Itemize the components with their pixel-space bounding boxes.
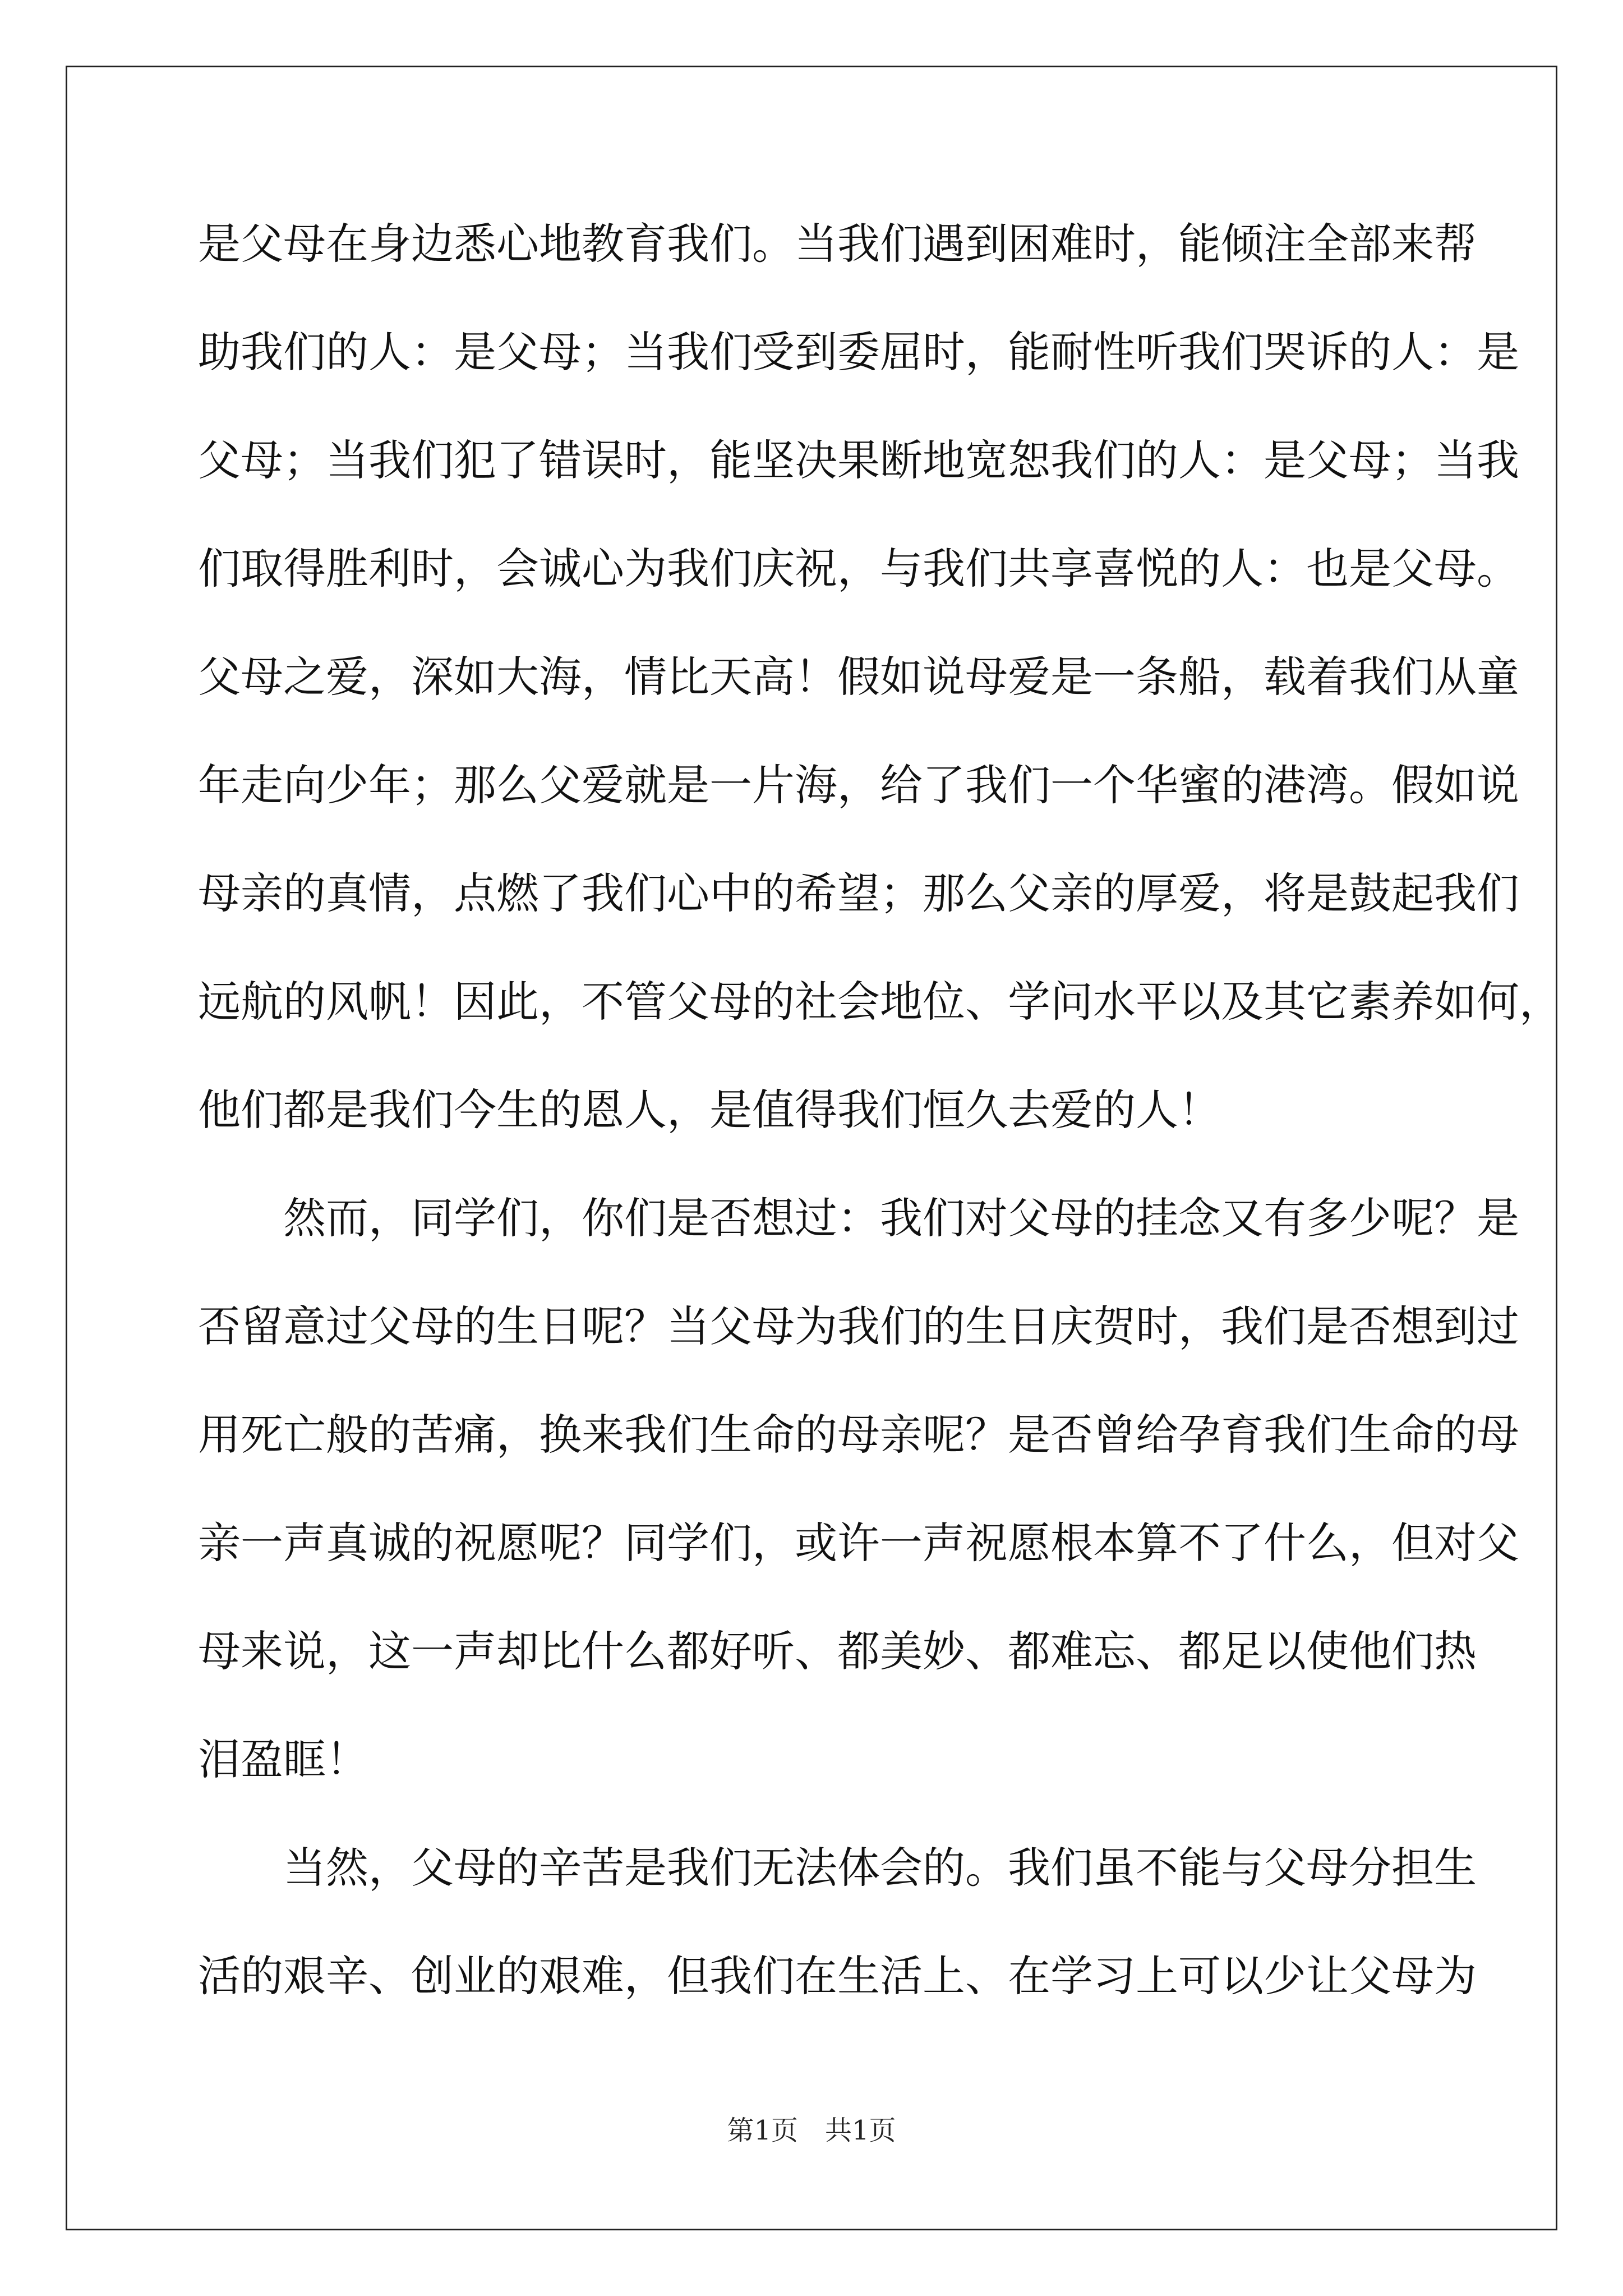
page-number-footer: 第1页 共1页 <box>727 2115 896 2146</box>
page-border <box>66 66 1557 2230</box>
text-line: 否留意过父母的生日呢？当父母为我们的生日庆贺时，我们是否想到过 <box>198 1301 1519 1351</box>
text-line: 当然，父母的辛苦是我们无法体会的。我们虽不能与父母分担生 <box>198 1843 1477 1893</box>
text-line: 母来说，这一声却比什么都好听、都美妙、都难忘、都足以使他们热 <box>198 1626 1477 1676</box>
text-line: 父母之爱，深如大海，情比天高！假如说母爱是一条船，载着我们从童 <box>198 652 1519 702</box>
text-line: 们取得胜利时，会诚心为我们庆祝，与我们共享喜悦的人：也是父母。 <box>198 544 1519 593</box>
text-line: 亲一声真诚的祝愿呢？同学们，或许一声祝愿根本算不了什么，但对父 <box>198 1518 1519 1568</box>
text-line: 用死亡般的苦痛，换来我们生命的母亲呢？是否曾给孕育我们生命的母 <box>198 1410 1519 1460</box>
text-line: 泪盈眶！ <box>198 1734 368 1784</box>
text-line: 助我们的人：是父母；当我们受到委屈时，能耐性听我们哭诉的人：是 <box>198 327 1519 377</box>
text-line: 他们都是我们今生的恩人，是值得我们恒久去爱的人！ <box>198 1085 1221 1135</box>
text-line: 年走向少年；那么父爱就是一片海，给了我们一个华蜜的港湾。假如说 <box>198 760 1519 810</box>
text-line: 父母；当我们犯了错误时，能坚决果断地宽恕我们的人：是父母；当我 <box>198 435 1519 485</box>
text-line: 母亲的真情，点燃了我们心中的希望；那么父亲的厚爱，将是鼓起我们 <box>198 868 1519 918</box>
text-line: 是父母在身边悉心地教育我们。当我们遇到困难时，能倾注全部来帮 <box>198 219 1477 269</box>
text-line: 然而，同学们，你们是否想过：我们对父母的挂念又有多少呢？是 <box>198 1193 1519 1243</box>
text-line: 远航的风帆！因此，不管父母的社会地位、学问水平以及其它素养如何， <box>198 977 1562 1027</box>
text-line: 活的艰辛、创业的艰难，但我们在生活上、在学习上可以少让父母为 <box>198 1951 1477 2001</box>
